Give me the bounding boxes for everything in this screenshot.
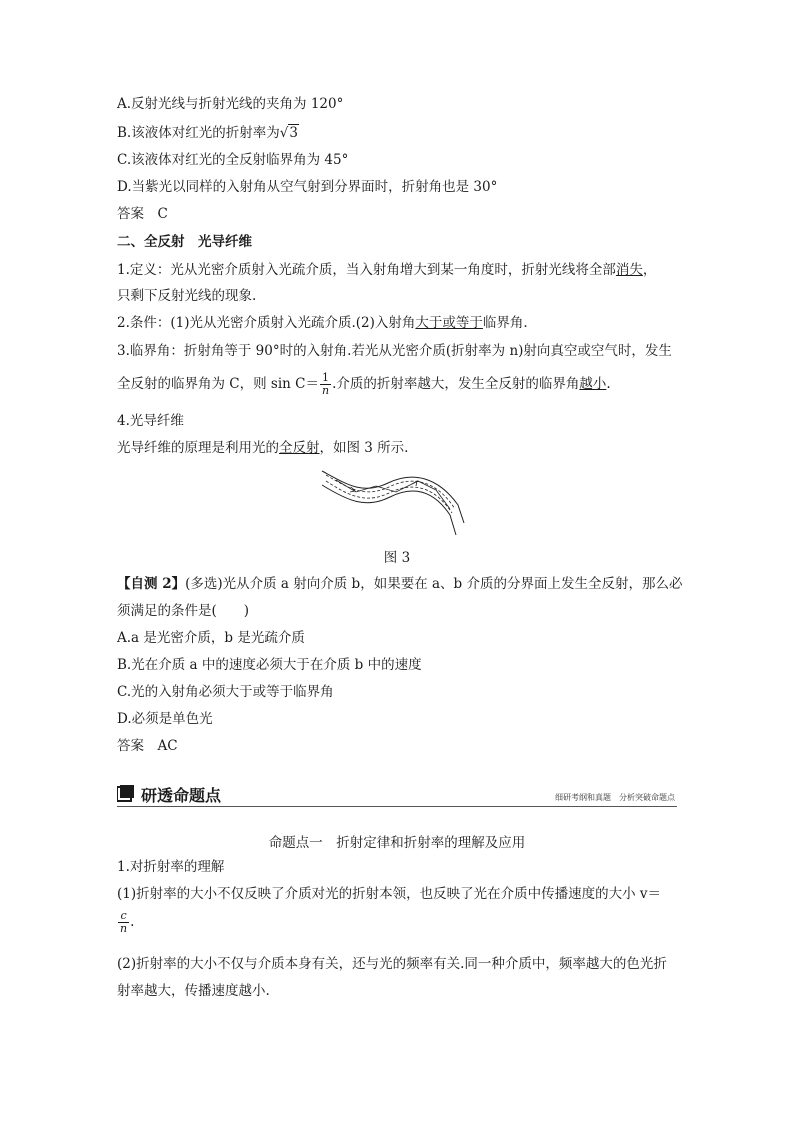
critical-line-1: 3.临界角：折射角等于 90°时的入射角.若光从光密介质(折射率为 n)射向真空或空气时，发生 <box>117 343 672 359</box>
topic-subheading: 1.对折射率的理解 <box>117 859 225 875</box>
option-b-text: B.该液体对红光的折射率为 <box>117 125 280 141</box>
q2-option-b: B.光在介质 a 中的速度必须大于在介质 b 中的速度 <box>117 657 422 673</box>
q2-option-a: A.a 是光密介质，b 是光疏介质 <box>117 630 305 646</box>
fraction-c-over-n <box>118 910 129 935</box>
light-ray <box>336 480 450 509</box>
definition-line-1 <box>117 261 656 279</box>
topic-paragraph-1 <box>117 885 661 903</box>
section-heading: 二、全反射 光导纤维 <box>117 234 252 250</box>
condition-underline: 大于或等于 <box>415 315 483 331</box>
fraction-n: n <box>120 922 128 935</box>
fraction-numerator: 1 <box>320 372 331 385</box>
sqrt-radicand: 3 <box>289 125 298 141</box>
option-c: C.该液体对红光的全反射临界角为 45° <box>117 152 349 168</box>
q2-option-d: D.必须是单色光 <box>117 711 213 727</box>
section-banner <box>117 782 677 807</box>
question-2-stem-2: 须满足的条件是( ) <box>117 603 250 619</box>
option-d: D.当紫光以同样的入射角从空气射到分界面时，折射角也是 30° <box>117 179 498 195</box>
definition-line-2: 只剩下反射光线的现象. <box>117 288 257 304</box>
option-b <box>117 124 299 142</box>
fraction-period: . <box>130 914 135 930</box>
critical-text-b: .介质的折射率越大，发生全反射的临界角 <box>332 376 580 392</box>
condition-line <box>117 314 528 332</box>
fiber-outer-edge-bottom <box>322 485 456 535</box>
topic-paragraph-1-fraction-line <box>117 910 134 935</box>
fiber-text-a: 光导纤维的原理是利用光的 <box>117 440 279 456</box>
fraction-1-over-n <box>320 372 331 397</box>
definition-text: 1.定义：光从光密介质射入光疏介质，当入射角增大到某一角度时，折射光线将全部 <box>117 262 616 278</box>
question-2-label: 【自测 2】 <box>117 576 186 592</box>
sqrt-symbol: √3 <box>279 125 298 141</box>
topic-paragraph-2-line-2: 射率越大，传播速度越小. <box>117 983 270 999</box>
topic-paragraph-1-text: (1)折射率的大小不仅反映了介质对光的折射本领，也反映了光在介质中传播速度的大小 v＝ <box>117 886 662 902</box>
critical-text-a: 全反射的临界角为 C，则 sin C＝ <box>117 376 319 392</box>
answer-1: 答案 C <box>117 206 168 222</box>
topic-title: 命题点一 折射定律和折射率的理解及应用 <box>268 835 526 851</box>
figure-caption: 图 3 <box>383 550 411 566</box>
fiber-underline: 全反射 <box>279 440 320 456</box>
question-2-stem-text: (多选)光从介质 a 射向介质 b，如果要在 a、b 介质的分界面上发生全反射，那么必 <box>185 576 683 592</box>
question-2-stem-1 <box>117 575 682 593</box>
banner-title: 研透命题点 <box>141 786 222 805</box>
condition-text: 2.条件：(1)光从光密介质射入光疏介质.(2)入射角 <box>117 315 416 331</box>
answer-2: 答案 AC <box>117 738 178 754</box>
fiber-title: 4.光导纤维 <box>117 413 184 429</box>
definition-punct: ， <box>642 262 657 278</box>
topic-paragraph-2-line-1: (2)折射率的大小不仅与介质本身有关，还与光的频率有关.同一种介质中，频率越大的色光折 <box>117 956 667 972</box>
fiber-text-b: ，如图 3 所示. <box>319 440 409 456</box>
optical-fiber-figure <box>318 465 470 537</box>
condition-end: 临界角. <box>482 315 528 331</box>
definition-underline: 消失 <box>615 262 643 278</box>
ray-arrow-2 <box>412 481 417 486</box>
fraction-denominator: n <box>321 384 330 397</box>
q2-option-c: C.光的入射角必须大于或等于临界角 <box>117 684 334 700</box>
critical-line-2 <box>117 372 611 397</box>
fraction-c: c <box>118 910 129 923</box>
critical-end: . <box>606 376 611 392</box>
critical-underline: 越小 <box>579 376 607 392</box>
banner-subtitle: 细研考纲和真题 分析突破命题点 <box>555 793 675 802</box>
banner-square-icon <box>117 785 134 802</box>
fiber-text <box>117 439 408 457</box>
option-a: A.反射光线与折射光线的夹角为 120° <box>117 96 344 112</box>
